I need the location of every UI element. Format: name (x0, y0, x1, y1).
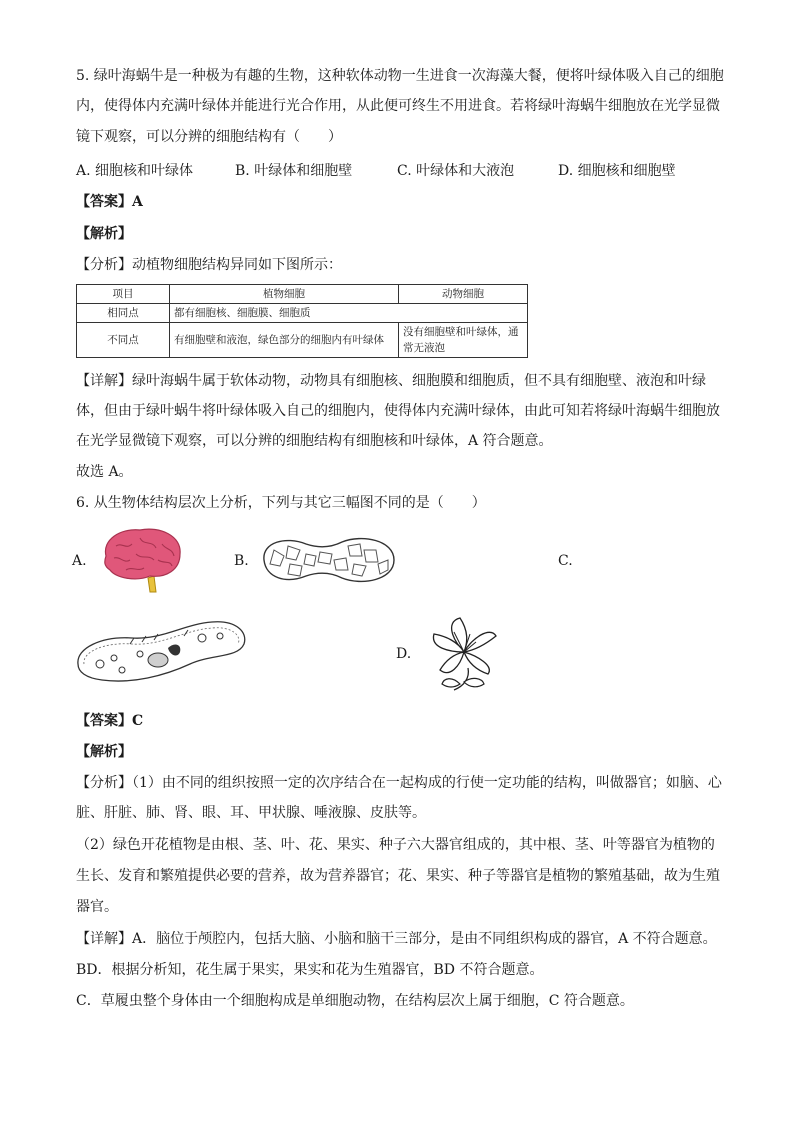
q5-option-c: C. 叶绿体和大液泡 (397, 163, 515, 179)
q5-analysis-heading: 【解析】 (76, 226, 132, 242)
q6-label-c: C. (558, 553, 573, 569)
table-header-plant: 植物细胞 (170, 285, 399, 304)
q6-analysis-line-4: 生长、发育和繁殖提供必要的营养，故为营养器官；花、果实、种子等器官是植物的繁殖基础，故为生殖 (76, 868, 720, 884)
q6-analysis-line-1: 【分析】（1）由不同的组织按照一定的次序结合在一起构成的行使一定功能的结构，叫做器官；如脑、心 (76, 775, 722, 791)
peanut-illustration-icon (256, 530, 400, 590)
table-cell-similar-text: 都有细胞核、细胞膜、细胞质 (170, 304, 528, 323)
table-cell-plant-diff: 有细胞壁和液泡，绿色部分的细胞内有叶绿体 (170, 323, 399, 358)
table-cell-similar-label: 相同点 (77, 304, 170, 323)
q6-analysis-heading: 【解析】 (76, 744, 132, 760)
q5-detail-line-3: 在光学显微镜下观察，可以分辨的细胞结构有细胞核和叶绿体，A 符合题意。 (76, 433, 553, 449)
q6-analysis-line-2: 脏、肝脏、肺、肾、眼、耳、甲状腺、唾液腺、皮肤等。 (76, 805, 426, 821)
q5-option-b: B. 叶绿体和细胞壁 (235, 163, 353, 179)
q6-label-a: A. (72, 553, 87, 569)
paramecium-illustration-icon (72, 614, 250, 686)
q6-detail-line-3: C．草履虫整个身体由一个细胞构成是单细胞动物，在结构层次上属于细胞，C 符合题意。 (76, 993, 634, 1009)
brain-illustration-icon (96, 526, 188, 596)
q5-stem-line-1: 5. 绿叶海蜗牛是一种极为有趣的生物，这种软体动物一生进食一次海藻大餐，便将叶绿体吸入自己的细胞 (76, 68, 724, 84)
q6-detail-line-2: BD．根据分析知，花生属于果实，果实和花为生殖器官，BD 不符合题意。 (76, 962, 544, 978)
lily-flower-illustration-icon (424, 612, 506, 694)
table-row-different (77, 323, 528, 358)
table-header-item: 项目 (77, 285, 170, 304)
q5-analysis-text: 【分析】动植物细胞结构异同如下图所示： (76, 257, 342, 273)
table-cell-animal-diff: 没有细胞壁和叶绿体，通常无液泡 (399, 323, 528, 358)
q6-analysis-line-3: （2）绿色开花植物是由根、茎、叶、花、果实、种子六大器官组成的，其中根、茎、叶等器官为植物的 (76, 837, 715, 853)
q5-conclusion: 故选 A。 (76, 464, 133, 480)
q6-detail-line-1: 【详解】A．脑位于颅腔内，包括大脑、小脑和脑干三部分，是由不同组织构成的器官，A 不符合题意。 (76, 931, 717, 947)
q5-stem-line-3: 镜下观察，可以分辨的细胞结构有（ ） (76, 129, 342, 145)
table-header-animal: 动物细胞 (399, 285, 528, 304)
q5-detail-line-2: 体，但由于绿叶蜗牛将叶绿体吸入自己的细胞内，使得体内充满叶绿体，由此可知若将绿叶海蜗牛细胞放 (76, 403, 720, 419)
q6-analysis-line-5: 器官。 (76, 899, 118, 915)
table-cell-different-label: 不同点 (77, 323, 170, 358)
q5-option-a: A. 细胞核和叶绿体 (76, 163, 194, 179)
q5-stem-line-2: 内，使得体内充满叶绿体并能进行光合作用，从此便可终生不用进食。若将绿叶海蜗牛细胞放在光学显微 (76, 98, 720, 114)
q5-option-d: D. 细胞核和细胞壁 (558, 163, 676, 179)
table-header-row (77, 285, 528, 304)
q6-label-d: D. (396, 646, 412, 662)
q6-answer: 【答案】C (76, 713, 144, 729)
q5-answer: 【答案】A (76, 194, 143, 210)
q6-stem: 6. 从生物体结构层次上分析，下列与其它三幅图不同的是（ ） (76, 495, 486, 511)
cell-comparison-table (76, 284, 528, 358)
table-row-similar (77, 304, 528, 323)
q5-detail-line-1: 【详解】绿叶海蜗牛属于软体动物，动物具有细胞核、细胞膜和细胞质，但不具有细胞壁、液泡和叶绿 (76, 373, 706, 389)
q6-label-b: B. (234, 553, 249, 569)
